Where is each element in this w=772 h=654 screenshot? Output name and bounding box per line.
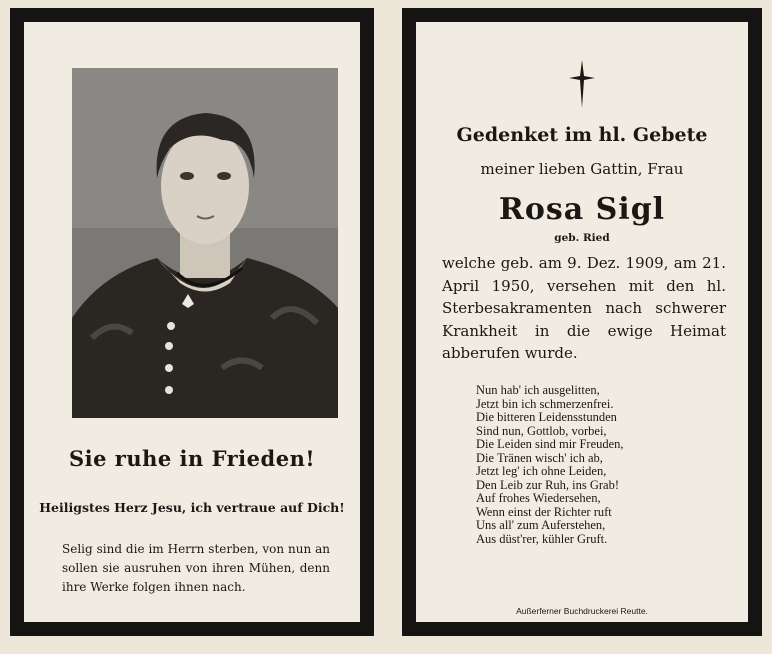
maiden-name: geb. Ried [554, 232, 610, 244]
cross-icon [568, 58, 596, 114]
poem-line: Die bitteren Leidensstunden [476, 410, 617, 424]
poem-line: Jetzt bin ich schmerzenfrei. [476, 396, 614, 411]
right-card [402, 8, 762, 636]
biography-text: welche geb. am 9. Dez. 1909, am 21. April 1950, versehen mit den hl. Sterbesakramenten nach schwerer Krankheit in die ewige Heimat abberufen wurde. [442, 254, 726, 362]
poem-line: Die Tränen wisch' ich ab, [476, 450, 603, 465]
poem-line: Jetzt leg' ich ohne Leiden, [476, 464, 607, 478]
memorial-heading: Gedenket im hl. Gebete [456, 124, 708, 146]
poem-line: Den Leib zur Ruh, ins Grab! [476, 477, 620, 492]
sacred-heart-prayer: Heiligstes Herz Jesu, ich vertraue auf Dich! [39, 500, 345, 515]
left-card-inner [24, 22, 360, 622]
left-card [10, 8, 374, 636]
poem-line: Uns all' zum Auferstehen, [476, 518, 606, 532]
rest-in-peace-heading: Sie ruhe in Frieden! [68, 446, 316, 471]
memorial-poem [476, 384, 728, 546]
poem-line: Sind nun, Gottlob, vorbei, [476, 423, 607, 438]
right-card-inner [416, 22, 748, 622]
poem-line: Aus düst'rer, kühler Gruft. [476, 531, 608, 546]
portrait-illustration [72, 68, 338, 418]
printer-imprint: Außerferner Buchdruckerei Reutte. [516, 606, 648, 616]
memorial-subheading: meiner lieben Gattin, Frau [480, 160, 684, 178]
portrait-photo [72, 68, 338, 418]
poem-line: Nun hab' ich ausgelitten, [476, 383, 600, 397]
deceased-name: Rosa Sigl [498, 192, 666, 227]
poem-line: Die Leiden sind mir Freuden, [476, 437, 624, 451]
beatitude-verse: Selig sind die im Herrn sterben, von nun an sollen sie ausruhen von ihren Mühen, denn ihre Werke folgen ihnen nach. [62, 542, 330, 594]
poem-line: Wenn einst der Richter ruft [476, 504, 612, 519]
poem-line: Auf frohes Wiedersehen, [476, 491, 601, 505]
